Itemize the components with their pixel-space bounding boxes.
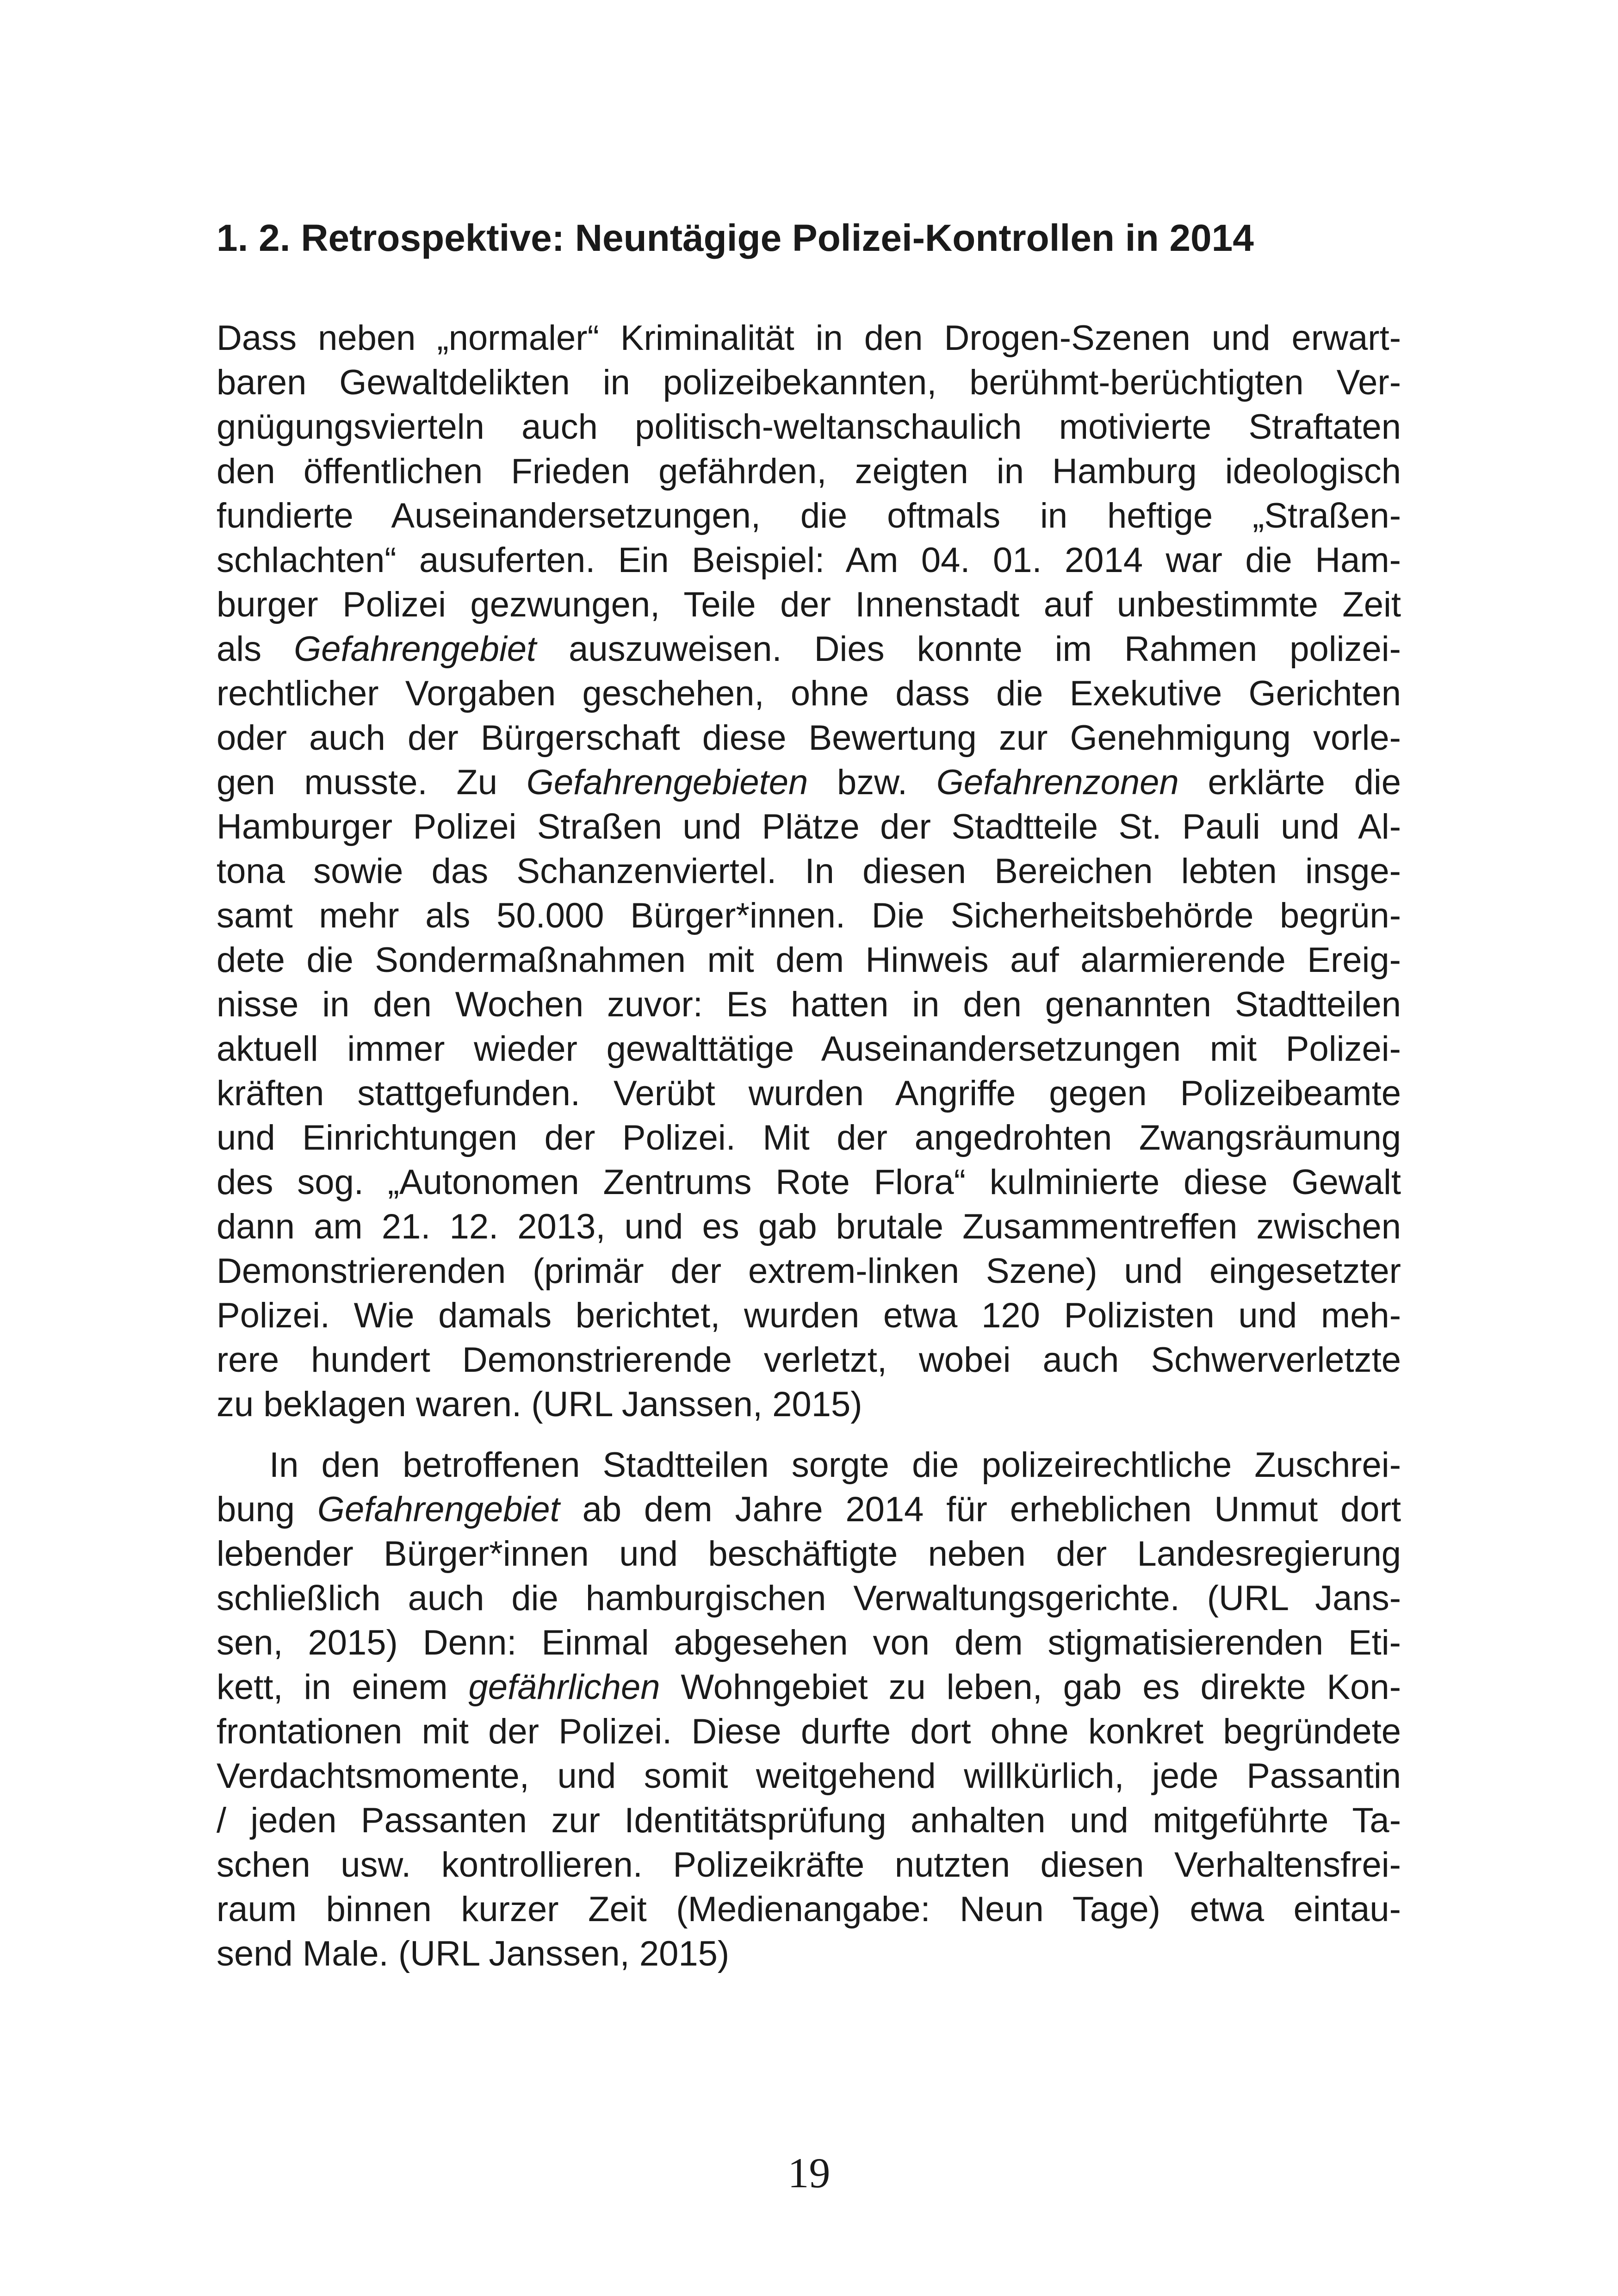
emphasis-text: Gefahrengebieten (526, 763, 808, 802)
text-line: nisse in den Wochen zuvor: Es hatten in den genannten Stadtteilen (217, 985, 1401, 1024)
text-line: als Gefahrengebiet auszuweisen. Dies konnte im Rahmen polizei- (217, 629, 1401, 669)
text-line: tona sowie das Schanzenviertel. In diesen Bereichen lebten insge- (217, 852, 1401, 891)
emphasis-text: gefährlichen (468, 1668, 660, 1707)
text-line: gen musste. Zu Gefahrengebieten bzw. Gefahrenzonen erklärte die (217, 763, 1401, 802)
text-line: sen, 2015) Denn: Einmal abgesehen von dem stigmatisierenden Eti- (217, 1623, 1401, 1662)
emphasis-text: Gefahrenzonen (936, 763, 1179, 802)
text-line: gnügungsvierteln auch politisch-weltanschaulich motivierte Straftaten (217, 407, 1401, 447)
section-heading: 1. 2. Retrospektive: Neuntägige Polizei-Kontrollen in 2014 (217, 217, 1254, 259)
body-paragraph-1 (217, 316, 1401, 1427)
text-line: Polizei. Wie damals berichtet, wurden etwa 120 Polizisten und meh- (217, 1296, 1401, 1335)
text-line: kett, in einem gefährlichen Wohngebiet zu leben, gab es direkte Kon- (217, 1668, 1401, 1707)
text-line: Demonstrierenden (primär der extrem-linken Szene) und eingesetzter (217, 1251, 1401, 1291)
text-line: bung Gefahrengebiet ab dem Jahre 2014 für erheblichen Unmut dort (217, 1490, 1401, 1529)
text-line: den öffentlichen Frieden gefährden, zeigten in Hamburg ideologisch (217, 452, 1401, 491)
text-line: kräften stattgefunden. Verübt wurden Angriffe gegen Polizeibeamte (217, 1074, 1401, 1113)
text-line: / jeden Passanten zur Identitätsprüfung anhalten und mitgeführte Ta- (217, 1801, 1401, 1840)
text-line: und Einrichtungen der Polizei. Mit der angedrohten Zwangsräumung (217, 1118, 1401, 1157)
text-line: frontationen mit der Polizei. Diese durfte dort ohne konkret begründete (217, 1712, 1401, 1751)
text-line: rere hundert Demonstrierende verletzt, wobei auch Schwerverletzte (217, 1340, 1401, 1380)
text-line: dann am 21. 12. 2013, und es gab brutale Zusammentreffen zwischen (217, 1207, 1401, 1246)
text-line: rechtlicher Vorgaben geschehen, ohne dass die Exekutive Gerichten (217, 674, 1401, 713)
emphasis-text: Gefahrengebiet (294, 629, 537, 669)
text-line: des sog. „Autonomen Zentrums Rote Flora“ kulminierte diese Gewalt (217, 1163, 1401, 1202)
text-line: burger Polizei gezwungen, Teile der Innenstadt auf unbestimmte Zeit (217, 585, 1401, 624)
text-line: dete die Sondermaßnahmen mit dem Hinweis auf alarmierende Ereig- (217, 940, 1401, 980)
text-line: Hamburger Polizei Straßen und Plätze der Stadtteile St. Pauli und Al- (217, 807, 1401, 846)
text-line: Verdachtsmomente, und somit weitgehend willkürlich, jede Passantin (217, 1756, 1401, 1796)
text-line: oder auch der Bürgerschaft diese Bewertung zur Genehmigung vorle- (217, 718, 1401, 758)
page-number: 19 (787, 2149, 831, 2196)
text-line: aktuell immer wieder gewalttätige Auseinandersetzungen mit Polizei- (217, 1029, 1401, 1069)
text-line: Dass neben „normaler“ Kriminalität in den Drogen-Szenen und erwart- (217, 318, 1401, 358)
text-line: schlachten“ ausuferten. Ein Beispiel: Am 04. 01. 2014 war die Ham- (217, 541, 1401, 580)
text-line: fundierte Auseinandersetzungen, die oftmals in heftige „Straßen- (217, 496, 1401, 535)
text-line: In den betroffenen Stadtteilen sorgte die polizeirechtliche Zuschrei- (269, 1445, 1401, 1485)
text-line: send Male. (URL Janssen, 2015) (217, 1934, 730, 1973)
emphasis-text: Gefahrengebiet (317, 1490, 560, 1529)
text-line: baren Gewaltdelikten in polizeibekannten, berühmt-berüchtigten Ver- (217, 363, 1401, 402)
text-line: lebender Bürger*innen und beschäftigte neben der Landesregierung (217, 1534, 1401, 1574)
text-line: samt mehr als 50.000 Bürger*innen. Die Sicherheitsbehörde begrün- (217, 896, 1401, 935)
text-line: zu beklagen waren. (URL Janssen, 2015) (217, 1385, 862, 1424)
body-paragraph-2 (217, 1443, 1401, 1976)
text-line: raum binnen kurzer Zeit (Medienangabe: Neun Tage) etwa eintau- (217, 1890, 1401, 1929)
text-line: schen usw. kontrollieren. Polizeikräfte nutzten diesen Verhaltensfrei- (217, 1845, 1401, 1885)
text-line: schließlich auch die hamburgischen Verwaltungsgerichte. (URL Jans- (217, 1579, 1401, 1618)
